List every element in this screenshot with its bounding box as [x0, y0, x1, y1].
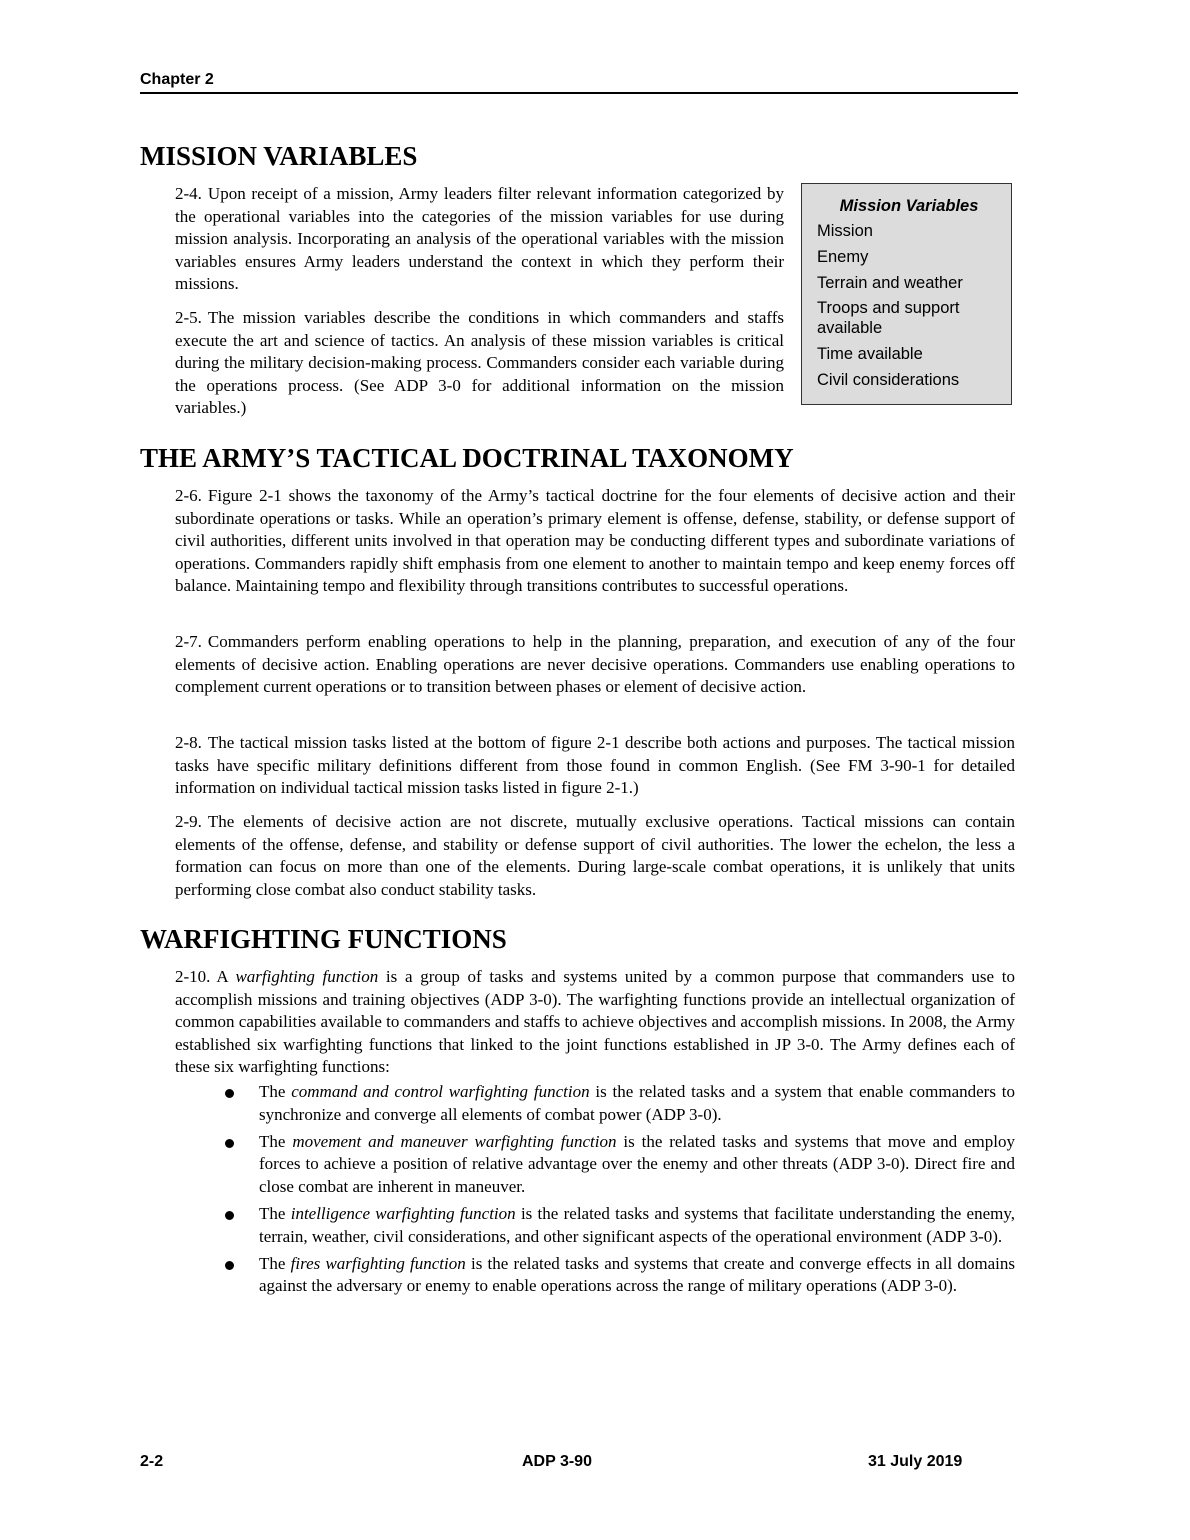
section-title-taxonomy: THE ARMY’S TACTICAL DOCTRINAL TAXONOMY — [140, 443, 794, 473]
paragraph-number: 2-5. — [175, 308, 202, 327]
defined-term: fires warfighting function — [290, 1253, 466, 1273]
sidebar-item: Troops and support available — [817, 299, 960, 338]
bullet-icon — [225, 1261, 234, 1270]
section-title-mission-variables: MISSION VARIABLES — [140, 141, 418, 171]
paragraph-text: The tactical mission tasks listed at the bottom of figure 2-1 describe both actions and purposes. The tactical mission tasks have specific military definitions different from those found in common English. (See FM 3-90-1 for detailed information on individual tactical mission tasks listed in figure 2-1.) — [175, 733, 1015, 798]
paragraph-2-6 — [175, 485, 1015, 598]
list-item — [222, 1081, 1015, 1126]
list-item — [222, 1131, 1015, 1199]
defined-term: warfighting function — [235, 967, 379, 986]
list-item — [222, 1203, 1015, 1248]
defined-term: intelligence warfighting function — [290, 1203, 516, 1223]
paragraph-text: The elements of decisive action are not discrete, mutually exclusive operations. Tactical missions can contain elements of the offense, defense, and stability or defense support of civil authorities. The lower the echelon, the less a formation can focus on more than one of the elements. During large-scale combat operations, it is unlikely that units performing close combat also conduct stability tasks. — [175, 812, 1015, 899]
sidebar-item: Civil considerations — [817, 370, 960, 389]
header-rule — [140, 92, 1018, 94]
footer-date: 31 July 2019 — [868, 1453, 963, 1470]
bullet-icon — [225, 1139, 234, 1148]
sidebar-item: Enemy — [817, 247, 869, 266]
paragraph-text: Upon receipt of a mission, Army leaders filter relevant information categorized by the operational variables into the categories of the mission variables for use during mission analysis. Incorporating an analysis of the operational variables with the mission variables ensures Army leaders understand the context in which they perform their missions. — [175, 184, 784, 294]
footer-page-number: 2-2 — [140, 1453, 164, 1470]
paragraph-text: The mission variables describe the conditions in which commanders and staffs execute the art and science of tactics. An analysis of these mission variables is critical during the military decision-making process. Commanders consider each variable during the operations process. (See ADP 3-0 for additional information on the mission variables.) — [175, 308, 784, 418]
warfighting-functions-list — [222, 1081, 1015, 1302]
item-text: is the related tasks and systems that create and converge effects in all domains against the adversary or enemy to enable operations across the range of military operations (ADP 3-0). — [259, 1253, 1015, 1296]
paragraph-number: 2-7. — [175, 632, 202, 651]
paragraph-2-10 — [175, 966, 1015, 1079]
sidebar-item: Terrain and weather — [817, 273, 963, 292]
sidebar-item: Mission — [817, 222, 873, 240]
paragraph-number: 2-10. — [175, 967, 211, 986]
paragraph-text: is a group of tasks and systems united by a common purpose that commanders use to accomplish missions and training objectives (ADP 3-0). The warfighting functions provide an intellectual organization of common capabilities available to commanders and staffs to achieve objectives and accomplish missions. In 2008, the Army established six warfighting functions that linked to the joint functions established in JP 3-0. The Army defines each of these six warfighting functions: — [175, 967, 1016, 1077]
item-lead: The — [259, 1082, 292, 1101]
sidebar-title: Mission Variables — [839, 197, 979, 215]
paragraph-2-9 — [175, 811, 1015, 901]
paragraph-2-4 — [175, 183, 784, 296]
mission-variables-sidebar — [801, 183, 1012, 405]
paragraph-lead: A — [216, 967, 236, 986]
item-lead: The — [259, 1203, 291, 1223]
footer-publication: ADP 3-90 — [522, 1453, 592, 1470]
defined-term: command and control warfighting function — [291, 1082, 590, 1101]
paragraph-number: 2-8. — [175, 733, 202, 752]
item-text: is the related tasks and systems that facilitate understanding the enemy, terrain, weather, civil considerations, and other significant aspects of the operational environment (ADP 3-0). — [259, 1203, 1016, 1246]
paragraph-number: 2-6. — [175, 486, 202, 505]
paragraph-number: 2-9. — [175, 812, 202, 831]
paragraph-2-8 — [175, 732, 1015, 800]
paragraph-2-7 — [175, 631, 1015, 699]
bullet-icon — [225, 1211, 234, 1220]
paragraph-text: Commanders perform enabling operations to help in the planning, preparation, and execution of any of the four elements of decisive action. Enabling operations are never decisive operations. Commanders use enabling operations to complement current operations or to transition between phases or element of decisive action. — [175, 632, 1015, 697]
defined-term: movement and maneuver warfighting function — [292, 1131, 617, 1151]
list-item — [222, 1253, 1015, 1298]
bullet-icon — [225, 1089, 234, 1098]
paragraph-text: Figure 2-1 shows the taxonomy of the Army’s tactical doctrine for the four elements of decisive action and their subordinate operations or tasks. While an operation’s primary element is offense, defense, stability, or defense support of civil authorities, different units involved in that operation may be conducting different types and subordinate variations of operations. Commanders rapidly shift emphasis from one element to another to maintain tempo and keep enemy forces off balance. Maintaining tempo and flexibility through transitions contributes to successful operations. — [175, 486, 1015, 596]
item-lead: The — [259, 1131, 293, 1151]
item-lead: The — [259, 1253, 291, 1273]
sidebar-item: Time available — [817, 345, 923, 364]
paragraph-number: 2-4. — [175, 184, 202, 203]
running-header: Chapter 2 — [140, 71, 214, 88]
section-title-warfighting: WARFIGHTING FUNCTIONS — [140, 924, 507, 954]
item-text: is the related tasks and a system that enable commanders to synchronize and converge all elements of combat power (ADP 3-0). — [259, 1082, 1015, 1124]
paragraph-2-5 — [175, 307, 784, 420]
item-text: is the related tasks and systems that move and employ forces to achieve a position of relative advantage over the enemy and other threats (ADP 3-0). Direct fire and close combat are inherent in maneuver. — [259, 1131, 1015, 1196]
